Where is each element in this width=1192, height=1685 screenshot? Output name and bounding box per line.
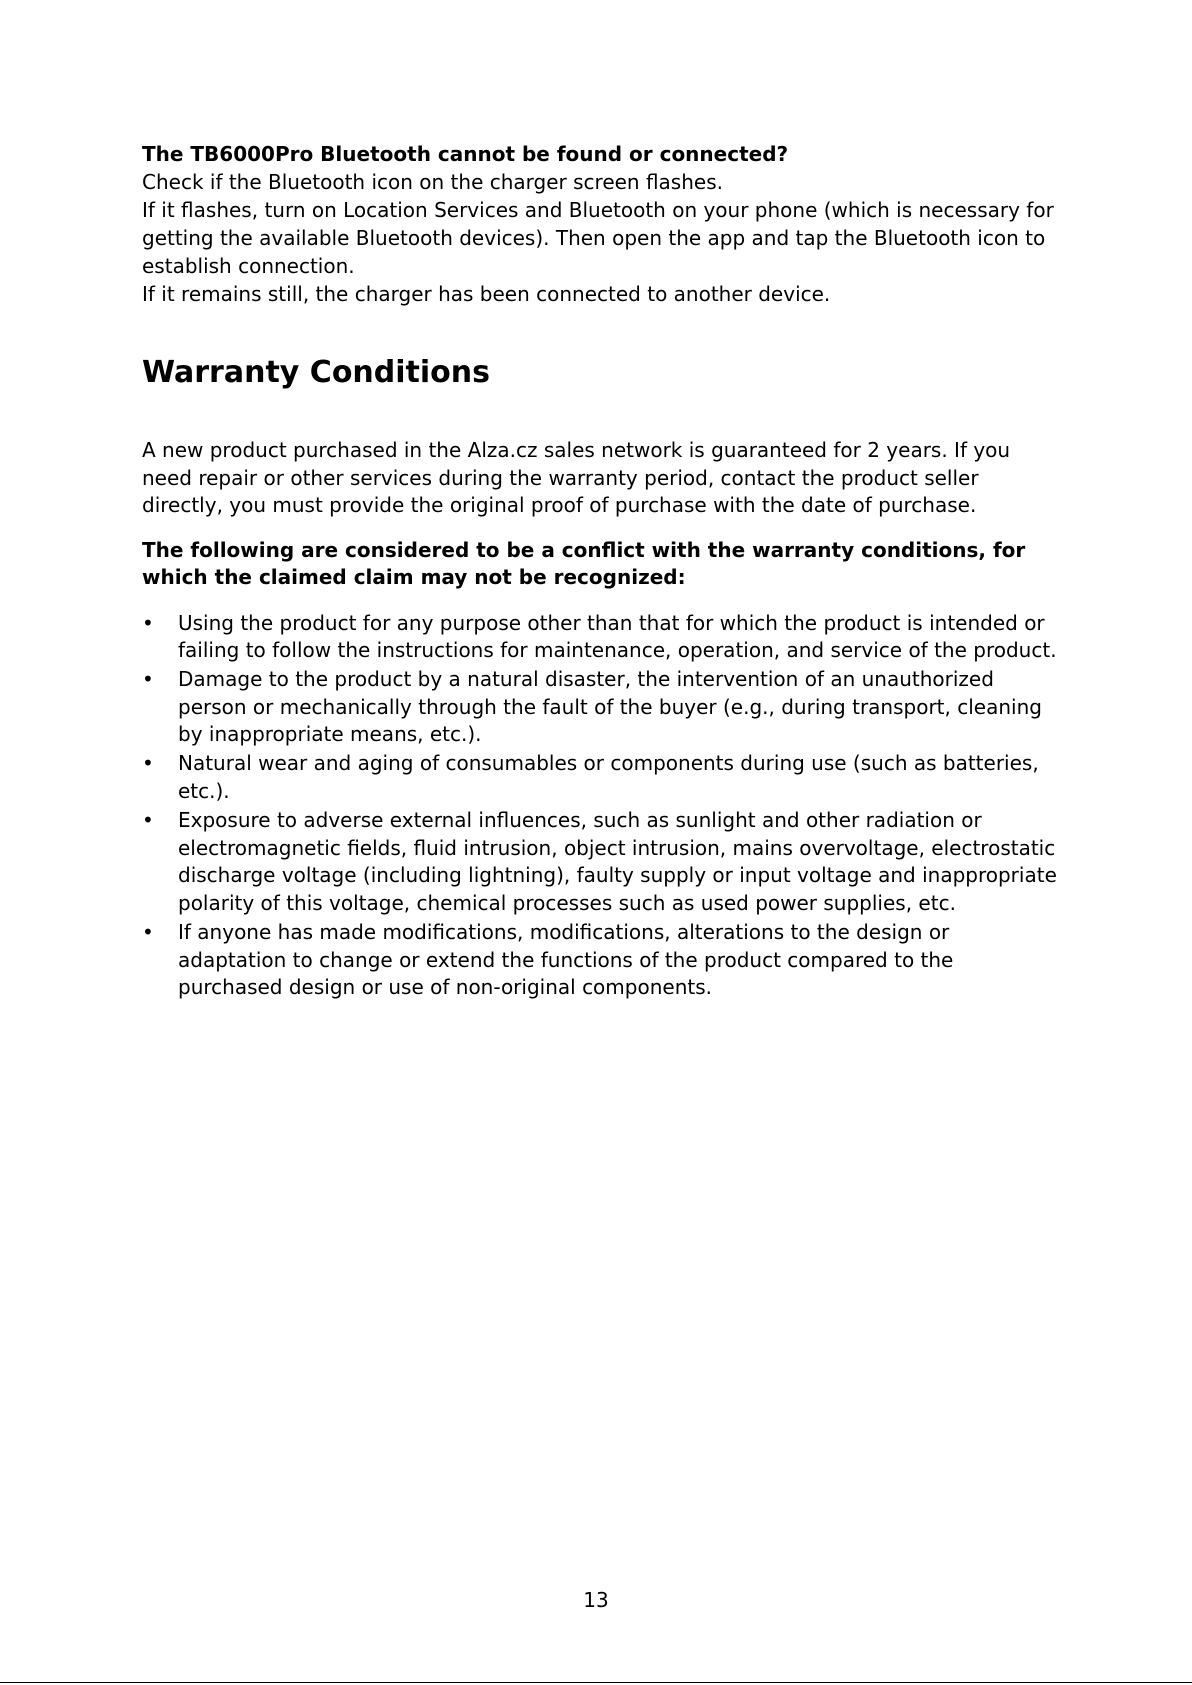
list-item: [142, 610, 1062, 665]
footer-divider: [0, 1682, 1192, 1683]
list-item-text: Exposure to adverse external influences, such as sunlight and other radiation or electromagnetic fields, fluid intrusion, object intrusion, mains overvoltage, electrostatic discharge voltage (including lightning), faulty supply or input voltage and inappropriate polarity of this voltage, chemical processes such as used power supplies, etc.: [178, 808, 1057, 915]
warranty-conditions-list: [142, 610, 1062, 1002]
conflict-heading: The following are considered to be a conflict with the warranty conditions, for which the claimed claim may not be recognized:: [142, 537, 1026, 589]
bullet-icon: •: [142, 920, 154, 945]
list-item-text: If anyone has made modifications, modifications, alterations to the design or adaptation to change or extend the functions of the product compared to the purchased design or use of non-original components.: [178, 920, 954, 1000]
faq-answer-line: Check if the Bluetooth icon on the charger screen flashes.: [142, 170, 723, 194]
bullet-icon: •: [142, 808, 154, 833]
faq-answer-line: If it flashes, turn on Location Services and Bluetooth on your phone (which is necessary for getting the available Bluetooth devices). Then open the app and tap the Bluetooth icon to establish connection.: [142, 198, 1054, 278]
list-item-text: Using the product for any purpose other than that for which the product is intended or failing to follow the instructions for maintenance, operation, and service of the product.: [178, 610, 1057, 663]
warranty-section: [142, 355, 1062, 1002]
faq-question: The TB6000Pro Bluetooth cannot be found or connected?: [142, 142, 789, 166]
list-item: [142, 666, 1062, 749]
page-content: [142, 140, 1062, 1003]
list-item: [142, 919, 1062, 1002]
bullet-icon: •: [142, 751, 154, 776]
list-item: [142, 750, 1062, 805]
list-item-text: Damage to the product by a natural disaster, the intervention of an unauthorized person or mechanically through the fault of the buyer (e.g., during transport, cleaning by inappropriate means, etc.).: [178, 667, 1042, 747]
faq-section: [142, 140, 1062, 308]
bullet-icon: •: [142, 610, 154, 635]
page-number: 13: [583, 1588, 609, 1612]
bullet-icon: •: [142, 667, 154, 692]
list-item-text: Natural wear and aging of consumables or components during use (such as batteries, etc.).: [178, 751, 1039, 804]
faq-answer-line: If it remains still, the charger has been connected to another device.: [142, 282, 831, 306]
warranty-heading: Warranty Conditions: [142, 355, 490, 390]
warranty-intro: A new product purchased in the Alza.cz sales network is guaranteed for 2 years. If you need repair or other services during the warranty period, contact the product seller directly, you must provide the original proof of purchase with the date of purchase.: [142, 438, 1011, 517]
list-item: [142, 807, 1062, 917]
